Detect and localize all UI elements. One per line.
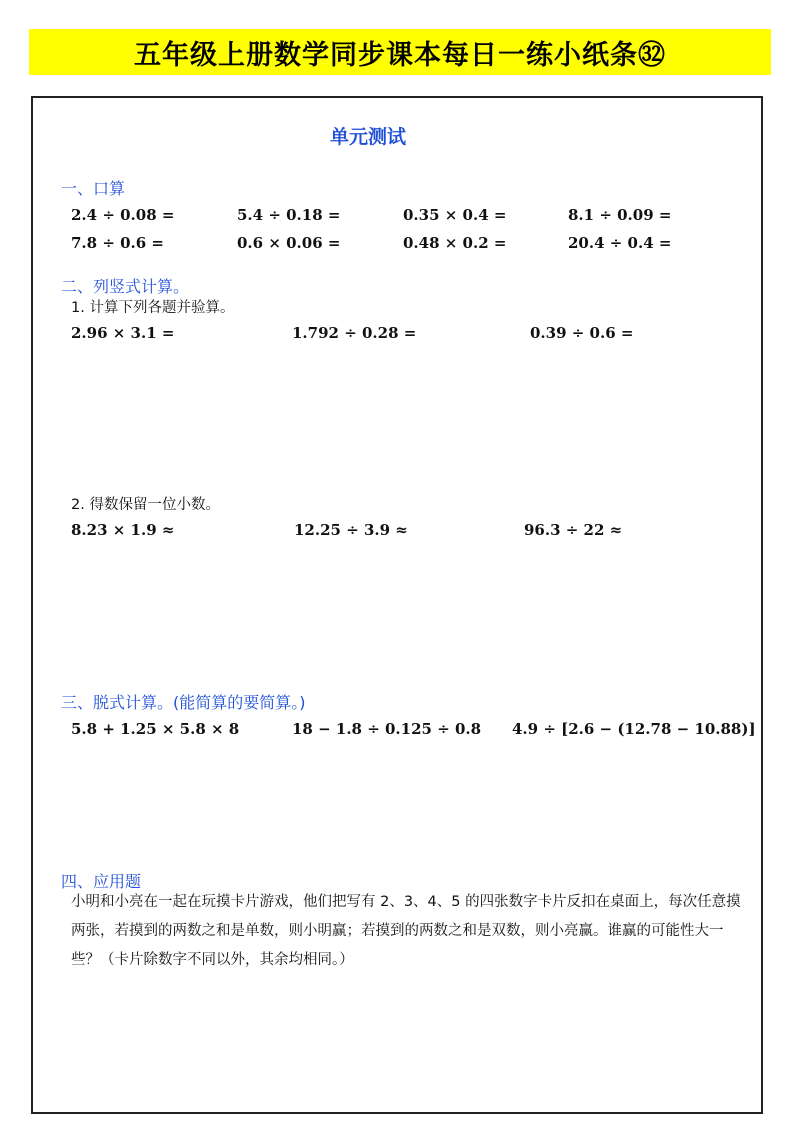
oral-problem: 0.35 × 0.4 = xyxy=(403,206,507,224)
part1-instruction: 1. 计算下列各题并验算。 xyxy=(71,300,235,316)
worksheet-frame xyxy=(31,96,763,1114)
oral-problem: 8.1 ÷ 0.09 = xyxy=(568,206,672,224)
vertical-problem: 0.39 ÷ 0.6 = xyxy=(530,324,634,342)
stepwise-problem: 4.9 ÷ [2.6 − (12.78 − 10.88)] xyxy=(512,720,756,738)
section-stepwise-heading: 三、脱式计算。(能简算的要简算。) xyxy=(61,693,306,712)
oral-problem: 0.6 × 0.06 = xyxy=(237,234,341,252)
stepwise-problem: 5.8 + 1.25 × 5.8 × 8 xyxy=(71,720,240,738)
stepwise-problem: 18 − 1.8 ÷ 0.125 ÷ 0.8 xyxy=(292,720,482,738)
oral-problem: 7.8 ÷ 0.6 = xyxy=(71,234,164,252)
section-vertical-heading: 二、列竖式计算。 xyxy=(61,277,190,296)
oral-problem: 2.4 ÷ 0.08 = xyxy=(71,206,175,224)
oral-problem: 5.4 ÷ 0.18 = xyxy=(237,206,341,224)
section-oral-heading: 一、口算 xyxy=(61,179,126,198)
unit-title: 单元测试 xyxy=(330,126,407,148)
title-banner xyxy=(29,29,771,75)
vertical-problem: 1.792 ÷ 0.28 = xyxy=(292,324,417,342)
section-word-problem-heading: 四、应用题 xyxy=(61,872,142,891)
rounding-problem: 8.23 × 1.9 ≈ xyxy=(71,521,175,539)
rounding-problem: 12.25 ÷ 3.9 ≈ xyxy=(294,521,408,539)
word-problem-text: 小明和小亮在一起在玩摸卡片游戏，他们把写有 2、3、4、5 的四张数字卡片反扣在桌面上，每次任意摸两张，若摸到的两数之和是单数，则小明赢；若摸到的两数之和是双数，则小亮赢。谁赢的可能性大一些？（卡片除数字不同以外，其余均相同。） xyxy=(71,894,741,968)
oral-problem: 0.48 × 0.2 = xyxy=(403,234,507,252)
rounding-problem: 96.3 ÷ 22 ≈ xyxy=(524,521,623,539)
vertical-problem: 2.96 × 3.1 = xyxy=(71,324,175,342)
oral-problem: 20.4 ÷ 0.4 = xyxy=(568,234,672,252)
page-title: 五年级上册数学同步课本每日一练小纸条㉜ xyxy=(134,39,666,71)
part2-instruction: 2. 得数保留一位小数。 xyxy=(71,497,220,513)
